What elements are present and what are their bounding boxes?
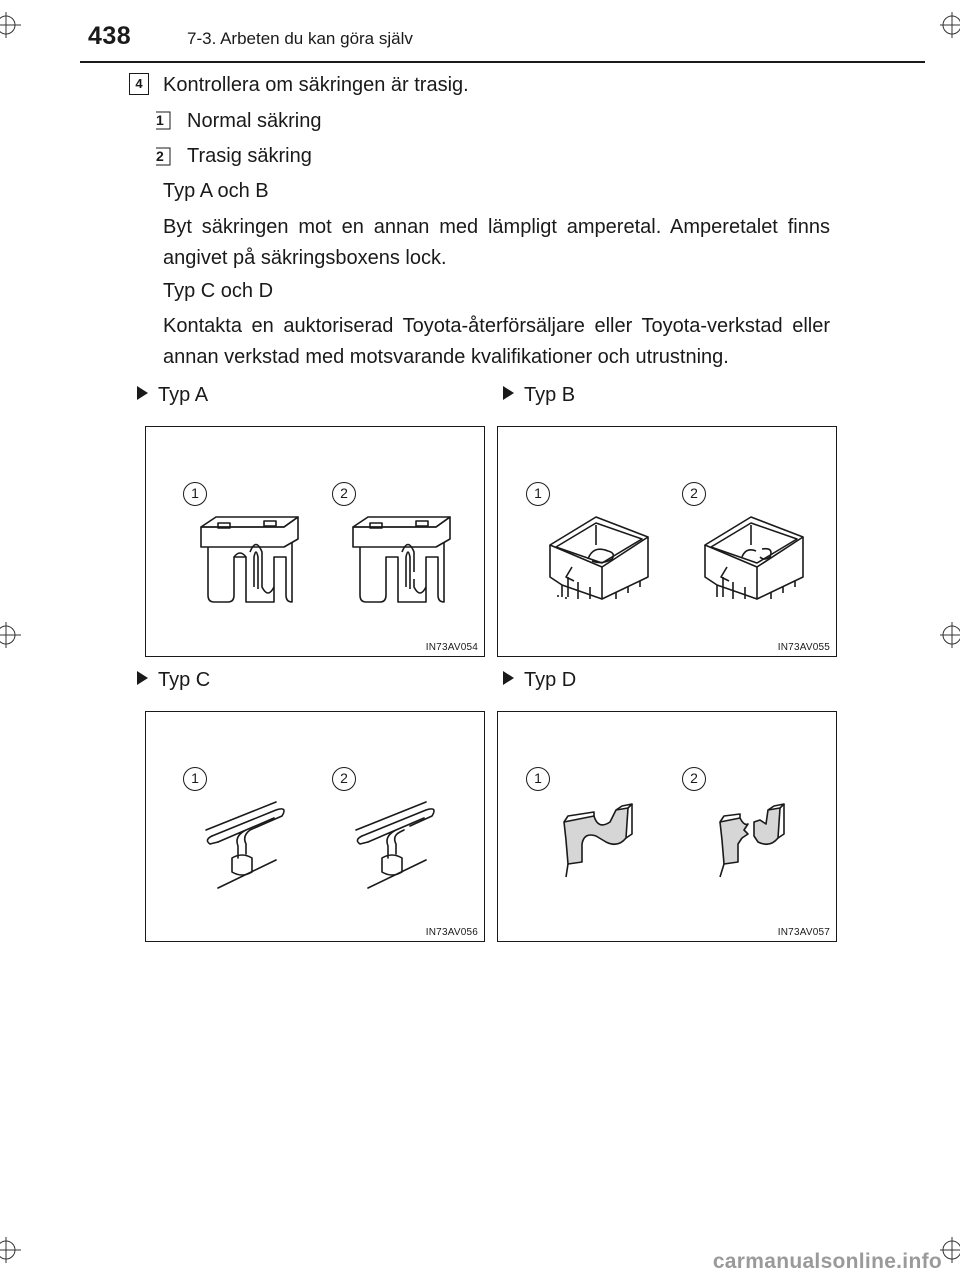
crosshair-circle-icon [0,12,25,38]
registration-mark-mid-right [938,622,960,648]
callout-1: 1 [526,767,550,791]
registration-mark-mid-left [0,622,25,648]
callout-1: 1 [183,482,207,506]
figure-typ-a [145,426,485,657]
registration-mark-bottom-left [0,1237,25,1263]
type-cd-heading: Typ C och D [163,280,274,302]
legend-label-normal: Normal säkring [187,110,322,132]
legend-number-frame [152,146,174,168]
figure-typ-d [497,711,837,942]
legend-number-2 [156,148,164,164]
crosshair-circle-icon [0,1237,25,1263]
figure-label-typ-c [137,669,210,692]
step-number-badge: 4 [129,73,149,95]
section-title: 7-3. Arbeten du kan göra själv [187,29,413,48]
crosshair-circle-icon [0,622,25,648]
crosshair-circle-icon [938,622,960,648]
callout-1: 1 [183,767,207,791]
triangle-right-icon [137,386,148,400]
figure-typ-c [145,711,485,942]
figure-code: IN73AV057 [777,927,830,938]
fuse-illustration [146,427,486,658]
registration-mark-top-right [938,12,960,38]
figure-label-text: Typ A [158,384,209,406]
page-number: 438 [88,22,132,50]
legend-number-1 [156,112,164,128]
figure-label-typ-b [503,384,575,407]
fuse-illustration [146,712,486,943]
figure-typ-b [497,426,837,657]
legend-number-frame [152,110,174,132]
legend-number-text: 1 [156,112,164,128]
watermark: carmanualsonline.info [712,1250,942,1273]
triangle-right-icon [503,671,514,685]
type-ab-heading: Typ A och B [163,180,269,202]
registration-mark-top-left [0,12,25,38]
triangle-right-icon [137,671,148,685]
callout-2: 2 [332,767,356,791]
figure-label-text: Typ B [524,384,576,406]
fuse-illustration [498,712,838,943]
fuse-illustration [498,427,838,658]
header-divider [80,61,925,63]
type-ab-text: Byt säkringen mot en annan med lämpligt amperetal. Amperetalet finns angivet på säkringsboxens lock. [163,216,830,269]
figure-code: IN73AV054 [425,642,478,653]
callout-1: 1 [526,482,550,506]
figure-label-text: Typ D [524,669,577,691]
legend-number-text: 2 [156,148,164,164]
figure-code: IN73AV055 [777,642,830,653]
figure-code: IN73AV056 [425,927,478,938]
legend-label-broken: Trasig säkring [187,145,312,167]
step-instruction: Kontrollera om säkringen är trasig. [163,74,469,96]
triangle-right-icon [503,386,514,400]
crosshair-circle-icon [938,12,960,38]
callout-2: 2 [682,767,706,791]
type-cd-text: Kontakta en auktoriserad Toyota-återförsäljare eller Toyota-verkstad eller annan verkstad med motsvarande kvalifikationer och utrustning. [163,315,830,368]
figure-label-typ-d [503,669,576,692]
callout-2: 2 [332,482,356,506]
figure-label-typ-a [137,384,208,407]
figure-label-text: Typ C [158,669,211,691]
callout-2: 2 [682,482,706,506]
